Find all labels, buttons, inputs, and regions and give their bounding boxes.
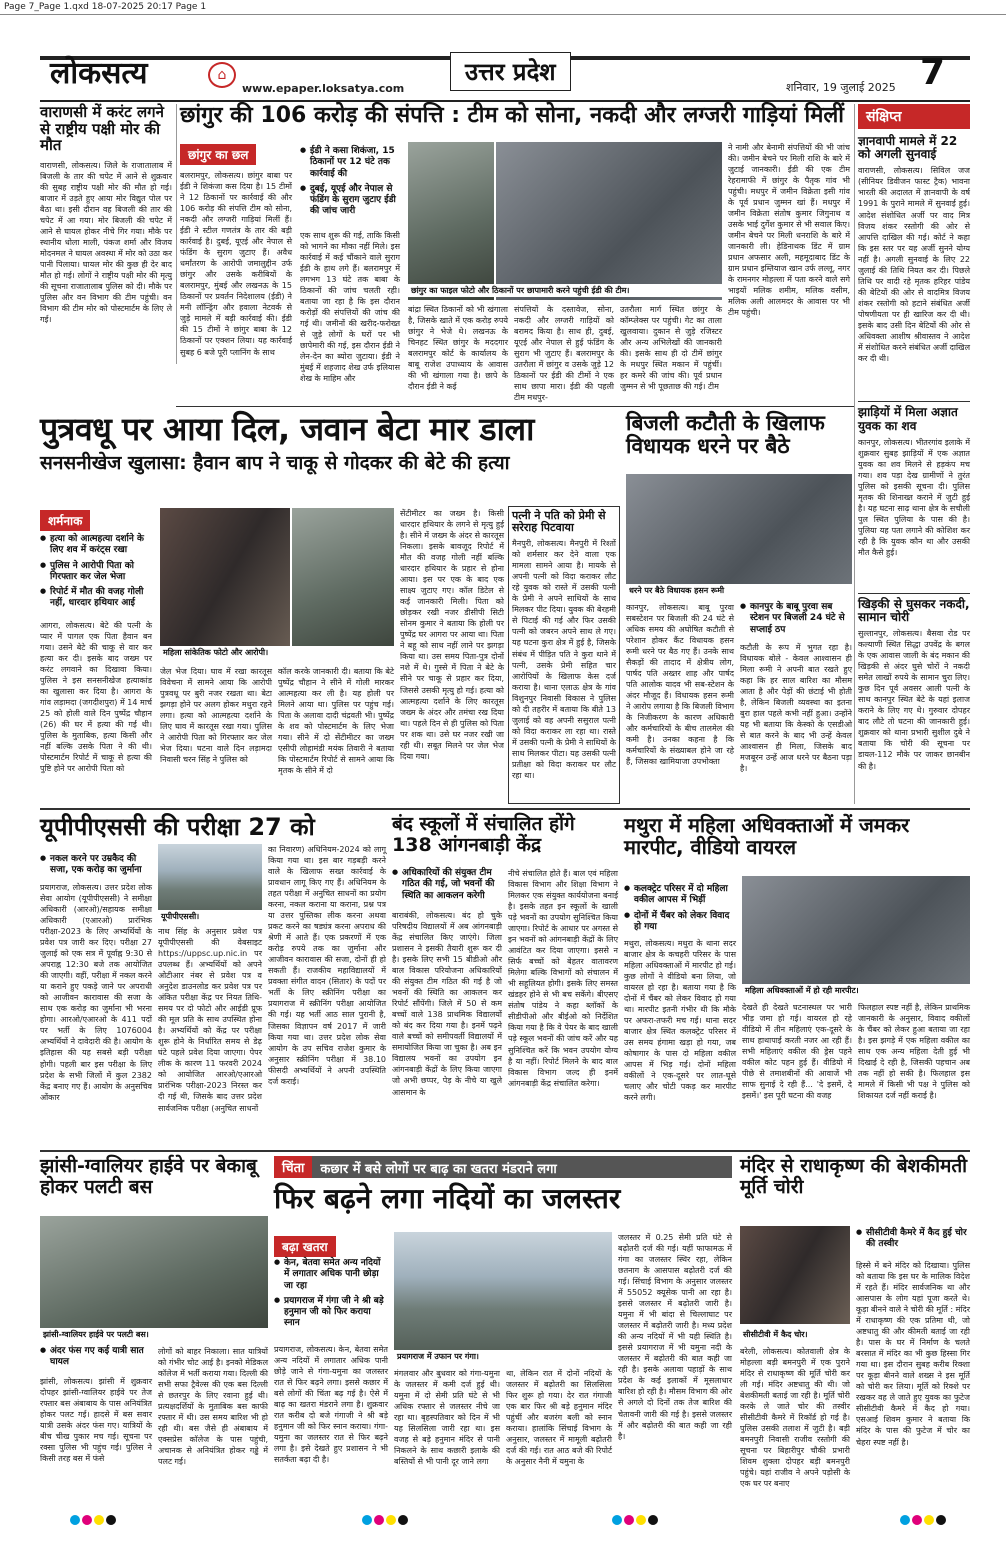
headline: मंदिर से राधाकृष्ण की बेशकीमती मूर्ति चोरी: [740, 1155, 968, 1198]
story-body: एक साथ शुरू की गई, ताकि किसी को भागने का मौका नहीं मिले। इस कार्रवाई में कई चौंकाने वाले सुराग ईडी के हाथ लगे हैं। बलरामपुर में लगभग 13 घंटे तक बाबा के ठिकानों की जांच चलती रही। बताया जा रहा है कि इस दौरान करोड़ों की संपत्तियों की जांच की गई थी। जमीनों की खरीद-फरोख्त से जुड़े लोगों के घरों पर भी छापेमारी की गई, इस दौरान ईडी ने लेन-देन का ब्योरा जुटाया। ईडी ने मुंबई में शहजाद शेख उर्फ इलियास शेख के माहिम और: [300, 231, 400, 384]
headline: झांसी-ग्वालियर हाईवे पर बेकाबू होकर पलटी बस: [40, 1155, 257, 1198]
bullet-list: [740, 602, 852, 640]
story-body: उतरौला मार्ग स्थित छांगुर के कॉम्प्लेक्स पर पहुंची। गेट का ताला खुलवाया। दुकान से जुड़े रजिस्टर और अन्य अभिलेखों की जानकारी की। इसके साथ ही दो टीमें छांगुर के मधपुर स्थित मकान में पहुंचीं। हर कमरे की जांच की। पूर्व प्रधान जुम्मन से भी पूछताछ की गई। टीम: [620, 305, 722, 392]
woman-representative-photo: [160, 508, 290, 658]
bullet-list: [40, 854, 152, 881]
story-body: बलरामपुर, लोकसत्य। छांगुर बाबा पर ईडी ने शिकंजा कस दिया है। 15 टीमों ने 12 ठिकानों पर कार्रवाई की और 106 करोड़ की संपत्ति टीम को सोना, नकदी और लग्जरी गाड़ियां मिलीं हैं। ईडी ने स्टील गणतंत्र के तार की बड़ी कार्रवाई है। दुबई, यूएई और नेपाल से फंडिंग के सुराग जुटाए हैं। अवैध धर्मांतरण के आरोपी जमालुद्दीन उर्फ छांगुर और उसके करीबियों के बलरामपुर, मुंबई और लखनऊ के 15 ठिकानों पर प्रवर्तन निदेशालय (ईडी) ने मनी लॉन्ड्रिंग और हवाला नेटवर्क से जुड़े मामले में बड़ी कार्रवाई की। ईडी की 15 टीमों ने छांगुर बाबा के 12 ठिकानों पर एक्शन लिया। यह कार्रवाई सुबह 6 बजे पूरी प्लानिंग के साथ: [180, 171, 292, 357]
story-body: था, लेकिन रात में दोनों नदियों के जलस्तर में बढ़ोतरी का सिलसिला फिर शुरू हो गया। देर रात गंगाजी एक बार फिर श्री बड़े हनुमान मंदिर पहुंचीं और बजरंग बली को स्नान कराया। हालांकि सिंचाई विभाग के अनुसार, जलस्तर में मामूली बढ़ोतरी दर्ज की गई। रात आठ बजे की रिपोर्ट के अनुसार नैनी में यमुना के: [506, 1369, 612, 1467]
headline: बंद स्कूलों में संचालित होंगे 138 आंगनबाड़ी केंद्र: [392, 813, 575, 856]
story-chhangur: [180, 104, 852, 404]
cyan-swatch: [362, 1515, 372, 1525]
story-body: नीचे संचालित होते हैं। बाल एवं महिला विकास विभाग और शिक्षा विभाग ने मिलकर एक संयुक्त कार्ययोजना बनाई है। इसके तहत इन स्कूलों के खाली पड़े भवनों का उपयोग सुनिश्चित किया जाएगा। रिपोर्ट के आधार पर अगस्त से इन भवनों को आंगनबाड़ी केंद्रों के लिए आवंटित कर दिया जाएगा। इससे न सिर्फ बच्चों को बेहतर वातावरण मिलेगा बल्कि विभागों को संचालन में भी सहूलियत होगी। इसके लिए समस्त खंडहर होने से भी बच सकेंगे। बीएसए संतोष पांडेय ने कहा ब्लॉकों के सीडीपीओ और बीईओ को निर्देशित किया गया है कि वे पेयर के बाद खाली पड़े स्कूल भवनों की जांच करें और यह सुनिश्चित करें कि भवन उपयोग योग्य है या नहीं। रिपोर्ट मिलने के बाद बाल विकास विभाग जल्द ही इनमें आंगनबाड़ी केंद्र संचालित करेगा।: [508, 869, 618, 1088]
story-body: प्रयागराज, लोकसत्य। उत्तर प्रदेश लोक सेवा आयोग (यूपीपीएससी) ने समीक्षा अधिकारी (आरओ)/सहायक समीक्षा अधिकारी (एआरओ) प्रारंभिक परीक्षा-2023 के लिए अभ्यर्थियों के प्रवेश पत्र जारी कर दिए। परीक्षा 27 जुलाई को एक सत्र में पूर्वाह्न 9:30 से अपराह्न 12:30 बजे तक आयोजित की जाएगी। वहीं, परीक्षा में नकल करने या कराने हुए पकड़े जाने पर अपराधी को आजीवन कारावास की सजा के साथ एक करोड़ का जुर्माना भी भरना होगा। आरओ/एआरओ के 411 पदों पर भर्ती के लिए 1076004 अभ्यर्थियों ने दावेदारी की है। आयोग के इतिहास की यह सबसे बड़ी परीक्षा होगी। पहली बार इस परीक्षा के लिए प्रदेश के सभी जिलों में कुल 2382 केंद्र बनाए गए हैं। आयोग के अनुसचिव ओंकार: [40, 883, 152, 1102]
magenta-swatch: [82, 1515, 92, 1525]
color-registration-bar: [612, 1510, 660, 1529]
briefs-label: संक्षिप्त: [858, 104, 970, 129]
story-body: बाराबंकी, लोकसत्य। बंद हो चुके परिषदीय विद्यालयों में अब आंगनबाड़ी केंद्र संचालित किए जाएंगे। जिला प्रशासन ने इसकी तैयारी शुरू कर दी है। इसके लिए सभी 15 बीडीओ और बाल विकास परियोजना अधिकारियों की संयुक्त टीम गठित की गई है जो भवनों की स्थिति का आकलन कर रिपोर्ट सौंपेंगी। जिले में 50 से कम बच्चों वाले 138 प्राथमिक विद्यालयों को बंद कर दिया गया है। इनमें पढ़ने वाले बच्चों को समीपवर्ती विद्यालयों में समायोजित किया जा चुका है। अब इन विद्यालय भवनों का उपयोग इन आंगनबाड़ी केंद्रों के लिए किया जाएगा जो अभी छप्पर, पेड़ के नीचे या खुले आसमान के: [392, 911, 502, 1097]
brief-headline: ज्ञानवापी मामले में 22 को अगली सुनवाई: [858, 134, 958, 162]
story-body: संपत्तियों के दस्तावेज, सोना, नकदी और लग्जरी गाड़ियों को बरामद किया है। साथ ही, दुबई, यूएई और नेपाल से हुई फंडिंग के सुराग भी जुटाए हैं। बलरामपुर के उतरौला में छांगुर व उसके जुड़े 12 ठिकानों पर ईडी की टीमों ने एक साथ छापा मारा। ईडी की पहली टीम मधपुर-: [514, 305, 614, 403]
story-upsc: [40, 814, 386, 1148]
yellow-swatch: [636, 1515, 646, 1525]
section-divider: [40, 808, 970, 810]
ed-raid-photo: [496, 142, 722, 300]
print-slug: Page 7_Page 1.qxd 18-07-2025 20:17 Page 1: [4, 2, 207, 12]
color-registration-bar: [900, 1510, 948, 1529]
bullet: ● रिपोर्ट में मौत की वजह गोली नहीं, धारदार हथियार आई: [40, 587, 152, 610]
bullet: ● कलक्ट्रेट परिसर में दो महिला वकील आपस में भिड़ीं: [624, 884, 736, 907]
story-body: सेंटीमीटर का जख्म है। किसी धारदार हथियार के लगने से मृत्यु हुई है। सीने में जख्म के अंदर से कारतूस निकला। इसके बावजूद रिपोर्ट में मौत की वजह गोली नहीं बल्कि धारदार हथियार के प्रहार से होना आया। इस पर एक के बाद एक साक्ष्य जुटाए गए। कॉल डिटेल से कई जानकारी मिली। पिता को छोड़कर रखी नजर डीसीपी सिटी सोनम कुमार ने बताया कि होली पर पुष्पेंद्र घर आगरा पर आया था। पिता ने बहू को साथ नहीं लाने पर झगड़ा किया था। उस समय पिता-पुत्र दोनों नशे में थे। गुस्से में पिता ने बेटे के सीने पर चाकू से प्रहार कर दिया, जिससे उसकी मृत्यु हो गई। हत्या को आत्महत्या दर्शाने के लिए कारतूस जख्म के अंदर और तमंचा रख दिया था। पहले दिन से ही पुलिस को पिता पर शक था। उसे घर नजर रखी जा रही थी। सबूत मिलने पर जेल भेज दिया गया।: [400, 509, 504, 761]
cyan-swatch: [612, 1515, 622, 1525]
masthead-bottom-rule: [40, 100, 970, 102]
story-body: फिलहाल स्पष्ट नहीं है, लेकिन प्राथमिक जानकारी के अनुसार, विवाद वकीलों के चैंबर को लेकर हुआ बताया जा रहा है। इस झगड़े में एक महिला वकील का साथ एक अन्य महिला देती हुई भी दिखाई दे रही है, जिसकी पहचान अब तक नहीं हो सकी है। फिलहाल इस मामले में किसी भी पक्ष ने पुलिस को शिकायत दर्ज नहीं कराई है।: [858, 1003, 970, 1101]
story-body: कॉल करके जानकारी दी। बताया कि बेटे पुष्पेंद्र चौहान ने सीने में गोली मारकर आत्महत्या कर ली है। यह होली पर मिलने आया था। पुलिस पर पहुंच गई। पिता के अलावा दादी चंद्रवती भी। पुष्पेंद्र के शव को पोस्टमार्टम के लिए भेजा गया। सीने में दो सेंटीमीटर का जख्म एसीपी लोहामंडी मयंक तिवारी ने बताया कि पोस्टमार्टम रिपोर्ट से सामने आया कि मृतक के सीने में दो: [278, 667, 394, 776]
bullet: ● कानपुर के बाबू पुरवा सब स्टेशन पर बिजली 24 घंटे से सप्लाई ठप: [740, 602, 852, 636]
kicker-label: चिंता: [274, 1156, 312, 1178]
color-registration-bar: [70, 1510, 118, 1529]
headline: पत्नी ने पति को प्रेमी से सरेराह पिटवाया: [512, 509, 606, 535]
accused-photo: [292, 508, 394, 658]
story-tag: छांगुर का छल: [180, 144, 256, 165]
column-rule: [854, 104, 855, 804]
kicker-bar: [274, 1156, 732, 1178]
story-body: वाराणसी, लोकसत्य। जिले के राजातालाब में बिजली के तार की चपेट में आने से शुक्रवार की सुबह राष्ट्रीय पक्षी मोर की मौत हो गई। बाजार में उड़ते हुए आया मोर विद्युत पोल पर बैठा था। इसी दौरान वह बिजली की तार की चपेट में आ गया। मोर बिजली की चपेट में आने से घायल होकर नीचे गिर गया। मौके पर स्थानीय धोला माली, पंकज शर्मा और विजय मोदनमल ने घायल अवस्था में मोर को उठा कर पानी पिलाया। घायल मोर की कुछ ही देर बाद मौत हो गई। लोगों ने राष्ट्रीय पक्षी मोर की मृत्यु की सूचना राजातालाब पुलिस को दी। मौके पर पुलिस और वन विभाग की टीम पहुंची। वन विभाग की टीम मोर को पोस्टमार्टम के लिए ले गई।: [40, 160, 172, 324]
bullet-list: [856, 1228, 970, 1255]
story-body: बरेली, लोकसत्य। कोतवाली क्षेत्र के मोहल्ला बड़ी बमनपुरी में एक पुराने मंदिर से राधाकृष्ण की मूर्ति चोरी कर ली गई। मंदिर अष्टधातु की थी। जो बेशकीमती बताई जा रही है। मूर्ति चोरी करके ले जाते चोर की तस्वीर सीसीटीवी कैमरे में रिकॉर्ड हो गई है। पुलिस उसकी तलाश में जुटी है। बड़ी बमनपुरी निवासी राजीव रस्तोगी की सूचना पर बिहारीपुर चौकी प्रभारी शिवम शुक्ला दोपहर बड़ी बमनपुरी पहुंचे। यहां राजीव ने अपने पड़ोसी के एक घर पर बनाए: [740, 1347, 850, 1489]
photo-caption: धरने पर बैठे विधायक हसन रूमी: [626, 584, 852, 597]
section-divider: [40, 1150, 970, 1152]
website-url: www.epaper.loksatya.com: [242, 82, 405, 95]
brief-body: सुल्तानपुर, लोकसत्य। बैसवा रोड पर कल्याणी स्थित सिद्धा उपवेंद्र के बगल के एक आवास जाली के बंद मकान की खिड़की से अंदर घुसे चोरों ने नकदी समेत लाखों रुपये के सामान चुरा लिए। कुछ दिन पूर्व अवसर आली पत्नी के साथ कानपुर स्थित बेटे के यहां इलाज कराने के लिए गए थे। गुरुवार दोपहर बाद लौटे तो घटना की जानकारी हुई। शुक्रवार को थाना प्रभारी सुशील दुबे ने बताया कि चोरी की सूचना पर डायल-112 मौके पर जाकर छानबीन की है।: [858, 629, 970, 771]
story-body: मथुरा, लोकसत्य। मथुरा के थाना सदर बाजार क्षेत्र के कचहरी परिसर के पास महिला अधिवक्ताओं में मारपीट हो गई। कुछ लोगों ने वीडियो बना लिया, जो वायरल हो रहा है। बताया गया है कि दोनों में चैंबर को लेकर विवाद हो गया था। मारपीट इतनी गंभीर थी कि मौके पर अफरा-तफरी मच गई। थाना सदर बाजार क्षेत्र स्थित कलक्ट्रेट परिसर में उस समय हंगामा खड़ा हो गया, जब कोषागार के पास दो महिला वकील आपस में भिड़ गई। दोनों महिला वकीलों ने एक-दूसरे पर लात-घूसे चलाए और चोटी पकड़ कर मारपीट करने लगी।: [624, 939, 736, 1103]
slug-rule: [0, 14, 1006, 15]
story-body: कटौती के रूप में भुगत रहा है। विधायक बोले - केवल आश्वासन ही मिला रूमी ने अपनी बात रखते हुए कहा कि हर साल बारिश का मौसम आता है और पेड़ों की छंटाई भी होती है, लेकिन बिजली व्यवस्था का इतना बुरा हाल पहले कभी नहीं हुआ। उन्होंने यह भी बताया कि केस्को के एसडीओ से बात करने के बाद भी उन्हें केवल आश्वासन ही मिला, जिसके बाद मजबूरन उन्हें आज धरने पर बैठना पड़ा है।: [740, 643, 852, 774]
photo-caption: झांसी-ग्वालियर हाईवे पर पलटी बस।: [40, 1328, 268, 1341]
bullet: ● पुलिस ने आरोपी पिता को गिरफ्तार कर जेल भेजा: [40, 561, 152, 584]
bullet-list: [392, 868, 502, 906]
story-wife: [508, 506, 620, 804]
photo-caption: छांगुर का फाइल फोटो और ठिकानों पर छापामारी करने पहुंची ईडी की टीम।: [408, 284, 722, 297]
headline: छांगुर की 106 करोड़ की संपत्ति : टीम को सोना, नकदी और लग्जरी गाड़ियां मिलीं: [180, 103, 844, 128]
bullet: ● केन, बेतवा समेत अन्य नदियों में लगातार अधिक पानी छोड़ा जा रहा: [274, 1258, 388, 1292]
magenta-swatch: [624, 1515, 634, 1525]
bullet: ● हत्या को आत्महत्या दर्शाने के लिए शव में करंट्स रखा: [40, 534, 152, 557]
column-rule: [176, 104, 177, 364]
story-mathura: [624, 814, 970, 1148]
bullet: ● अंदर फंस गए कई यात्री सात घायल: [40, 1346, 152, 1369]
lawyers-fight-photo: [742, 876, 970, 994]
headline: पुत्रवधू पर आया दिल, जवान बेटा मार डाला: [40, 410, 534, 448]
bullet-list: [40, 1346, 152, 1373]
chhangur-portrait-photo: [408, 142, 494, 300]
photo-caption: महिला सांकेतिक फोटो और आरोपी।: [160, 646, 394, 659]
section-title: उत्तर प्रदेश: [450, 52, 571, 91]
story-body: लोगों को बाहर निकाला। सात यात्रियों को गंभीर चोट आई है। इनको मेडिकल कॉलेज में भर्ती कराया गया। दिल्ली की सभी सफा ट्रैवेल्स की एक बस दिल्ली से छतरपुर के लिए रवाना हुई थी। प्रत्यक्षदर्शियों के मुताबिक बस काफी रफ्तार में थी। उस समय बारिश भी हो रही थी। बस जैसे ही अंबाबाय में एक्सप्रेस कॉलेज के पास पहुंची, अचानक से अनियंत्रित होकर गड्ढे में पलट गई।: [158, 1347, 268, 1467]
black-swatch: [936, 1515, 946, 1525]
briefs-column: [858, 104, 970, 782]
kicker-text: कछार में बसे लोगों पर बाढ़ का खतरा मंडराने लगा: [312, 1156, 732, 1178]
headline: मथुरा में महिला अधिवक्ताओं में जमकर मारपीट, वीडियो वायरल: [624, 813, 910, 859]
brief-divider: [858, 593, 970, 594]
story-body: प्रयागराज, लोकसत्य। केन, बेतवा समेत अन्य नदियों में लगातार अधिक पानी छोड़े जाने से गंगा-यमुना का जलस्तर रात से फिर बढ़ने लगा। इससे कछार में बसे लोगों की चिंता बढ़ गई है। ऐसे में बाढ़ का खतरा मंडराने लगा है। शुक्रवार रात करीब दो बजे गंगाजी ने श्री बड़े हनुमान जी को फिर स्नान कराया। गंगा-यमुना का जलस्तर रात से फिर बढ़ने लगा है। इसे देखते हुए प्रशासन ने भी सतर्कता बढ़ा दी है।: [274, 1345, 388, 1465]
story-mla: [626, 412, 852, 806]
cyan-swatch: [900, 1515, 910, 1525]
story-body: मंगलवार और बुधवार को गंगा-यमुना के जलस्तर में कमी दर्ज हुई थी। यमुना में दो सेमी प्रति घंटे से भी अधिक रफ्तार से जलस्तर नीचे जा रहा था। बृहस्पतिवार को दिन में भी यह सिलसिला जारी रहा था। इस वजह से बड़े हनुमान मंदिर से पानी निकलने के साथ कछारी इलाके की बस्तियों से भी पानी दूर जाने लगा: [394, 1369, 500, 1467]
black-swatch: [648, 1515, 658, 1525]
headline: यूपीपीएससी की परीक्षा 27 को: [40, 813, 315, 841]
story-jhansi: [40, 1156, 268, 1506]
story-body: देखते ही देखते घटनास्थल पर भारी भीड़ जमा हो गई। वायरल हो रहे वीडियो में तीन महिलाएं एक-दूसरे के साथ हाथापाई करती नजर आ रही हैं। सभी महिलाएं वकील की ड्रेस पहने वकील कोट पहन हुई हैं। वीडियो में पीछे से तमाशबीनों की आवाजें भी साफ सुनाई दे रही हैं... 'दे इसमें, दे इसमें।' इस पूरी घटना की वजह: [742, 1003, 852, 1101]
bus-accident-photo: [40, 1216, 268, 1340]
yellow-swatch: [924, 1515, 934, 1525]
story-body: झांसी, लोकसत्य। झांसी में शुक्रवार दोपहर झांसी-ग्वालियर हाईवे पर तेज रफ्तार बस अंबाबाय के पास अनियंत्रित होकर पलट गई। हादसे में बस सवार यात्री उसके अंदर फंस गए। यात्रियों के बीच चीख पुकार मच गई। सूचना पर रक्सा पुलिस भी पहुंच गई। पुलिस ने किसी तरह बस में फंसे: [40, 1377, 152, 1464]
subhead: सनसनीखेज खुलासा: हैवान बाप ने चाकू से गोदकर की बेटे की हत्या: [40, 452, 510, 475]
bullet-list: [624, 884, 736, 937]
story-body: बांद्रा स्थित ठिकानों को भी खंगाला है, जिसके खाते में एक करोड़ रुपये छांगुर ने भेजे थे। लखनऊ के चिनहट स्थित छांगुर के मददगार बलरामपुर कोर्ट के कार्यालय के बाबू राजेश उपाध्याय के आवास की भी खंगाला गया है। छापे के दौरान ईडी ने कई: [408, 305, 508, 392]
story-tag: शर्मनाक: [40, 510, 90, 531]
story-body: हिस्से में बने मंदिर को दिखाया। पुलिस को बताया कि इस घर के मालिक विदेश में रहते हैं। मंदिर सार्वजनिक था और आसपास के लोग यहां पूजा करते थे। कूड़ा बीनने वाले ने चोरी की मूर्ति : मंदिर में राधाकृष्ण की एक प्रतिमा थी, जो अष्टधातु की और कीमती बताई जा रही है। पास के घर में निर्माण के चलते बरसात में मंदिर का भी कुछ हिस्सा गिर गया था। इस दौरान सुबह करीब रिक्शा पर कूड़ा बीनने वाले शख्स ने इस मूर्ति को चोरी कर लिया। मूर्ति को रिक्शे पर रखकर वह ले जाते हुए युवक का फुटेज सीसीटीवी कैमरे में कैद हो गया। एसआई शिवम कुमार ने बताया कि मंदिर के पास की फुटेज में चोर का चेहरा स्पष्ट नहीं है।: [856, 1261, 970, 1447]
uppsc-building-photo: [158, 844, 262, 920]
story-body: का निवारण) अधिनियम-2024 को लागू किया गया था। इस बार गड़बड़ी करने वाले के खिलाफ सख्त कार्रवाई के प्रावधान लागू किए गए हैं। अधिनियम के तहत परीक्षा में अनुचित साधनों का प्रयोग करना, नकल कराना या कराना, प्रश्न पत्र या उत्तर पुस्तिका लीक करना अथवा प्रकट करने का षड्यंत्र करना अपराध की श्रेणी में आते हैं। एक प्रकरणों में एक करोड़ रुपये तक का जुर्माना और आजीवन कारावास की सजा, दोनों ही हो सकती हैं। राजकीय महाविद्यालयों में प्रवक्ता संगीत वादन (सितार) के पदों पर भर्ती के लिए स्क्रीनिंग परीक्षा का प्रयागराज में स्क्रीनिंग परीक्षा आयोजित की गई। यह भर्ती आठ साल पुरानी है, जिसका विज्ञापन वर्ष 2017 में जारी किया गया था। उत्तर प्रदेश लोक सेवा आयोग के उप सचिव राजेश कुमार के अनुसार स्क्रीनिंग परीक्षा में 38.10 फीसदी अभ्यर्थियों ने अपनी उपस्थिति दर्ज कराई।: [268, 845, 386, 1086]
story-body: ने नामी और बेनामी संपत्तियों की भी जांच की। जमीन बेचने पर मिली राशि के बारे में जुटाई जानकारी। ईडी की एक टीम रेहरामाफी में छांगुर के पैतृक गांव भी पहुंची। मधपुर में जमीन विक्रेता इसी गांव के पूर्व प्रधान जुम्मन खां हैं। मधपुर में जमीन विक्रेता संतोष कुमार जिगुनाथ व उसके भाई दुर्गेश कुमार से भी सवाल किए। जमीन बेचने पर मिली धनराशि के बारे में जानकारी ली। हेडिनाथक डिंट में ग्राम प्रधान अफसार अली, महमूदाबाद डिंट के ग्राम प्रधान इम्तियाज खान उर्फ लल्लू, नगर के रामनगर मोहल्ला में पता करने वाले सगे भाइयों मलिक शमीम, मलिक वसीम, मलिक अली आलमदर के आवास पर भी टीम पहुंची।: [728, 143, 850, 318]
brief-divider: [858, 401, 970, 402]
mla-protest-photo: [626, 474, 852, 596]
magenta-swatch: [912, 1515, 922, 1525]
story-body: कानपुर, लोकसत्य। बाबू पुरवा सबस्टेशन पर बिजली की 24 घंटे से अधिक समय की अघोषित कटौती से परेशान होकर कैंट विधायक हसन रूमी धरने पर बैठ गए हैं। उनके साथ सैकड़ों की तादाद में क्षेत्रीय लोग, पार्षद पति अख्तर शाह और पार्षद पति आलोक यादव भी सब-स्टेशन के अंदर मौजूद हैं। विधायक हसन रूमी ने आरोप लगाया है कि बिजली विभाग के निजीकरण के कारण अधिकारी और कर्मचारियों के बीच तालमेल की कमी है। उनका कहना है कि कर्मचारियों के संख्याबल होने जा रहे हैं, जिसका खामियाजा उपभोक्ता: [626, 603, 734, 767]
black-swatch: [106, 1515, 116, 1525]
issue-date: शनिवार, 19 जुलाई 2025: [786, 81, 896, 94]
bullet: ● सीसीटीवी कैमरे में कैद हुई चोर की तस्वीर: [856, 1228, 970, 1251]
page-number: 7: [920, 52, 946, 93]
headline: फिर बढ़ने लगा नदियों का जलस्तर: [274, 1182, 621, 1215]
photo-caption: महिला अधिवक्ताओं में हो रही मारपीट।: [742, 984, 970, 997]
yellow-swatch: [386, 1515, 396, 1525]
ganga-flood-photo: [394, 1232, 612, 1360]
story-body: जेल भेज दिया। घाव में रखा कारतूस विवेचना में सामने आया कि आरोपी पुत्रवधू पर बुरी नजर रखता था। बेटा झगड़ा होने पर अलग होकर मथुरा रहने लगा। हत्या को आत्महत्या दर्शाने के लिए घाव में कारतूस रखा गया। पुलिस ने आरोपी पिता को गिरफ्तार कर जेल भेज दिया। घटना वाले दिन लड़ामदा निवासी चरन सिंह ने पुलिस को: [160, 667, 272, 765]
cctv-thief-photo: [740, 1226, 850, 1324]
home-icon: ⌂: [208, 62, 236, 88]
photo-caption: प्रयागराज में उफान पर गंगा।: [394, 1350, 612, 1363]
story-body: जलस्तर में 0.25 सेमी प्रति घंटे से बढ़ोतरी दर्ज की गई। यहीं फाफामऊ में गंगा का जलस्तर स्थिर रहा, लेकिन छतनाग के आसपास बढ़ोतरी दर्ज की गई। सिंचाई विभाग के अनुसार जलस्तर में 55052 क्यूसेक पानी आ रहा है। इससे जलस्तर में बढ़ोतरी जारी है। यमुना में भी बांदा से चिल्लाघाट पर जलस्तर में बढ़ोतरी जारी है। मध्य प्रदेश की अन्य नदियों में भी यही स्थिति है। इससे प्रयागराज में भी यमुना नदी के जलस्तर में बढ़ोतरी की बात कही जा रही है। इसके अलावा पहाड़ों के साथ प्रदेश के कई इलाकों में मूसलाधार बारिश हो रही है। मौसम विभाग की ओर से अगले दो दिनों तक तेज बारिश की चेतावनी जारी की गई है। इससे जलस्तर में और बढ़ोतरी की बात कही जा रही है।: [618, 1233, 732, 1441]
story-body: मैनपुरी, लोकसत्य। मैनपुरी में रिश्तों को शर्मसार कर देने वाला एक मामला सामने आया है। मायके से अपनी पत्नी को विदा कराकर लौट रहे युवक को रास्ते में उसकी पत्नी के प्रेमी ने अपने साथियों के साथ मिलकर पीट दिया। युवक की बेरहमी से पिटाई की गई और फिर उसकी पत्नी को जबरन अपने साथ ले गए। यह घटना कुरा क्षेत्र में हुई है, जिसके संबंध में पीड़ित पति ने कुरा थाने में पत्नी, उसके प्रेमी सहित चार आरोपियों के खिलाफ केस दर्ज कराया है। थाना एलाऊ क्षेत्र के गांव विशुनपुर निवासी विकास ने पुलिस को दी तहरीर में बताया कि बीते 13 जुलाई को वह अपनी ससुराल पत्नी को विदा कराकर ला रहा था। रास्ते में उसकी पत्नी के प्रेमी ने साथियों के साथ मिलकर पीटा। यह उसकी पत्नी प्रतीक्षा को विदा कराकर घर लौट रहा था।: [512, 539, 616, 780]
story-flood: [274, 1156, 732, 1506]
bullet: ● अधिकारियों की संयुक्त टीम गठित की गई, जो भवनों की स्थिति का आकलन करेगी: [392, 868, 502, 902]
bullet: ● दुबई, यूएई और नेपाल से फंडिंग के सुराग जुटाए ईडी की जांच जारी: [300, 184, 400, 218]
bullet-list: [40, 534, 152, 614]
photo-caption: सीसीटीवी में कैद चोर।: [740, 1328, 850, 1341]
brief-headline: खिड़की से घुसकर नकदी, सामान चोरी: [858, 596, 970, 624]
story-body: आगरा, लोकसत्य। बेटे की पत्नी के प्यार में पागल एक पिता हैवान बन गया। उसने बेटे की चाकू से वार कर हत्या कर दी। इसके बाद जख्म पर करंट लगवाने का दिखावा किया। पुलिस ने इस सनसनीखेज हत्याकांड का खुलासा कर दिया है। आगरा के गांव लड़ामदा (जगदीशपुरा) में 14 मार्च 25 को होली वाले दिन पुष्पेंद्र चौहान (26) की घर में हत्या की गई थी। पुलिस के मुताबिक, हत्या किसी और नहीं बल्कि उसके पिता ने की थी। पोस्टमार्टम रिपोर्ट में चाकू से हत्या की पुष्टि होने पर आरोपी पिता को: [40, 621, 152, 774]
headline: वाराणसी में करंट लगने से राष्ट्रीय पक्षी मोर की मौत: [40, 103, 164, 154]
brand-logo: लोकसत्य: [50, 56, 148, 91]
story-body: नाथ सिंह के अनुसार प्रवेश पत्र यूपीपीएससी की वेबसाइट https://uppsc.up.nic.in पर उपलब्ध हैं। अभ्यर्थियों को अपने ओटीआर नंबर से प्रवेश पत्र व अनुदेश डाउनलोड कर प्रवेश पत्र पर अंकित परीक्षा केंद्र पर नियत तिथि-समय पर दो फोटो और आईडी प्रूफ की मूल प्रति के साथ उपस्थित होना है। अभ्यर्थियों को केंद्र पर परीक्षा शुरू होने के निर्धारित समय से डेढ़ घंटे पहले प्रवेश दिया जाएगा। पेपर लीक के कारण 11 फरवरी 2024 को आयोजित आरओ/एआरओ प्रारंभिक परीक्षा-2023 निरस्त कर दी गई थी, जिसके बाद उत्तर प्रदेश सार्वजनिक परीक्षा (अनुचित साधनों: [158, 927, 262, 1113]
magenta-swatch: [374, 1515, 384, 1525]
yellow-swatch: [94, 1515, 104, 1525]
brief-body: कानपुर, लोकसत्य। भीतरगांव इलाके में शुक्रवार सुबह झाड़ियों में एक अज्ञात युवक का शव मिलने से हड़कंप मच गया। शव पड़ा देख ग्रामीणों ने तुरंत पुलिस को इसकी सूचना दी। पुलिस मृतक की शिनाख्त कराने में जुटी हुई है। यह घटना साढ़ थाना क्षेत्र के सचौली पुल स्थित पुलिया के पास की है। पुलिया यह पता लगाने की कोशिश कर रही है कि युवक कौन था और उसकी मौत कैसे हुई।: [858, 437, 970, 558]
story-idol: [740, 1156, 970, 1506]
brief-headline: झाड़ियों में मिला अज्ञात युवक का शव: [858, 405, 958, 433]
masthead: [40, 22, 970, 102]
bullet: ● ईडी ने कसा शिकंजा, 15 ठिकानों पर 12 घंटे तक कार्रवाई की: [300, 146, 400, 180]
bullet-list: [300, 146, 400, 222]
bullet: ● नकल करने पर उम्रकैद की सजा, एक करोड़ का जुर्माना: [40, 854, 152, 877]
color-registration-bar: [362, 1510, 410, 1529]
story-anganwadi: [392, 814, 618, 1148]
cyan-swatch: [70, 1515, 80, 1525]
bullet: ● दोनों में चैंबर को लेकर विवाद हो गया: [624, 911, 736, 934]
section-divider: [176, 406, 854, 407]
photo-caption: यूपीपीएससी।: [158, 910, 262, 923]
bullet: ● प्रयागराज में गंगा जी ने श्री बड़े हनुमान जी को फिर कराया स्नान: [274, 1296, 388, 1330]
brief-body: वाराणसी, लोकसत्य। सिविल जज (सीनियर डिवीजन फास्ट ट्रैक) भावना भारती की अदालत में ज्ञानवापी के वर्ष 1991 के पुराने मामले में सुनवाई हुई। आदेश संशोधित अर्जी पर वाद मित्र विजय शंकर रस्तोगी की ओर से आपत्ति दाखिल की गई। कोर्ट ने कहा कि इस स्तर पर यह अर्जी सुनने योग्य नहीं है। अगली सुनवाई के लिए 22 जुलाई की तिथि नियत कर दी। पिछले तिथि पर वादी रहे मृतक हरिहर पांडेय की बेटियों की ओर से वादमित्र विजय शंकर रस्तोगी को हटाने संबंधित अर्जी पोषणीयता पर ही खारिज कर दी थी। इसके बाद उसी दिन बेटियों की ओर से अधिवक्ता आशीष श्रीवास्तव ने आदेश में संशोधित करने संबंधित अर्जी दाखिल कर दी थी।: [858, 166, 970, 363]
bullet-list: [274, 1258, 388, 1334]
black-swatch: [398, 1515, 408, 1525]
headline: बिजली कटौती के खिलाफ विधायक धरने पर बैठे: [626, 411, 825, 459]
story-tag: बढ़ा खतरा: [274, 1236, 336, 1257]
